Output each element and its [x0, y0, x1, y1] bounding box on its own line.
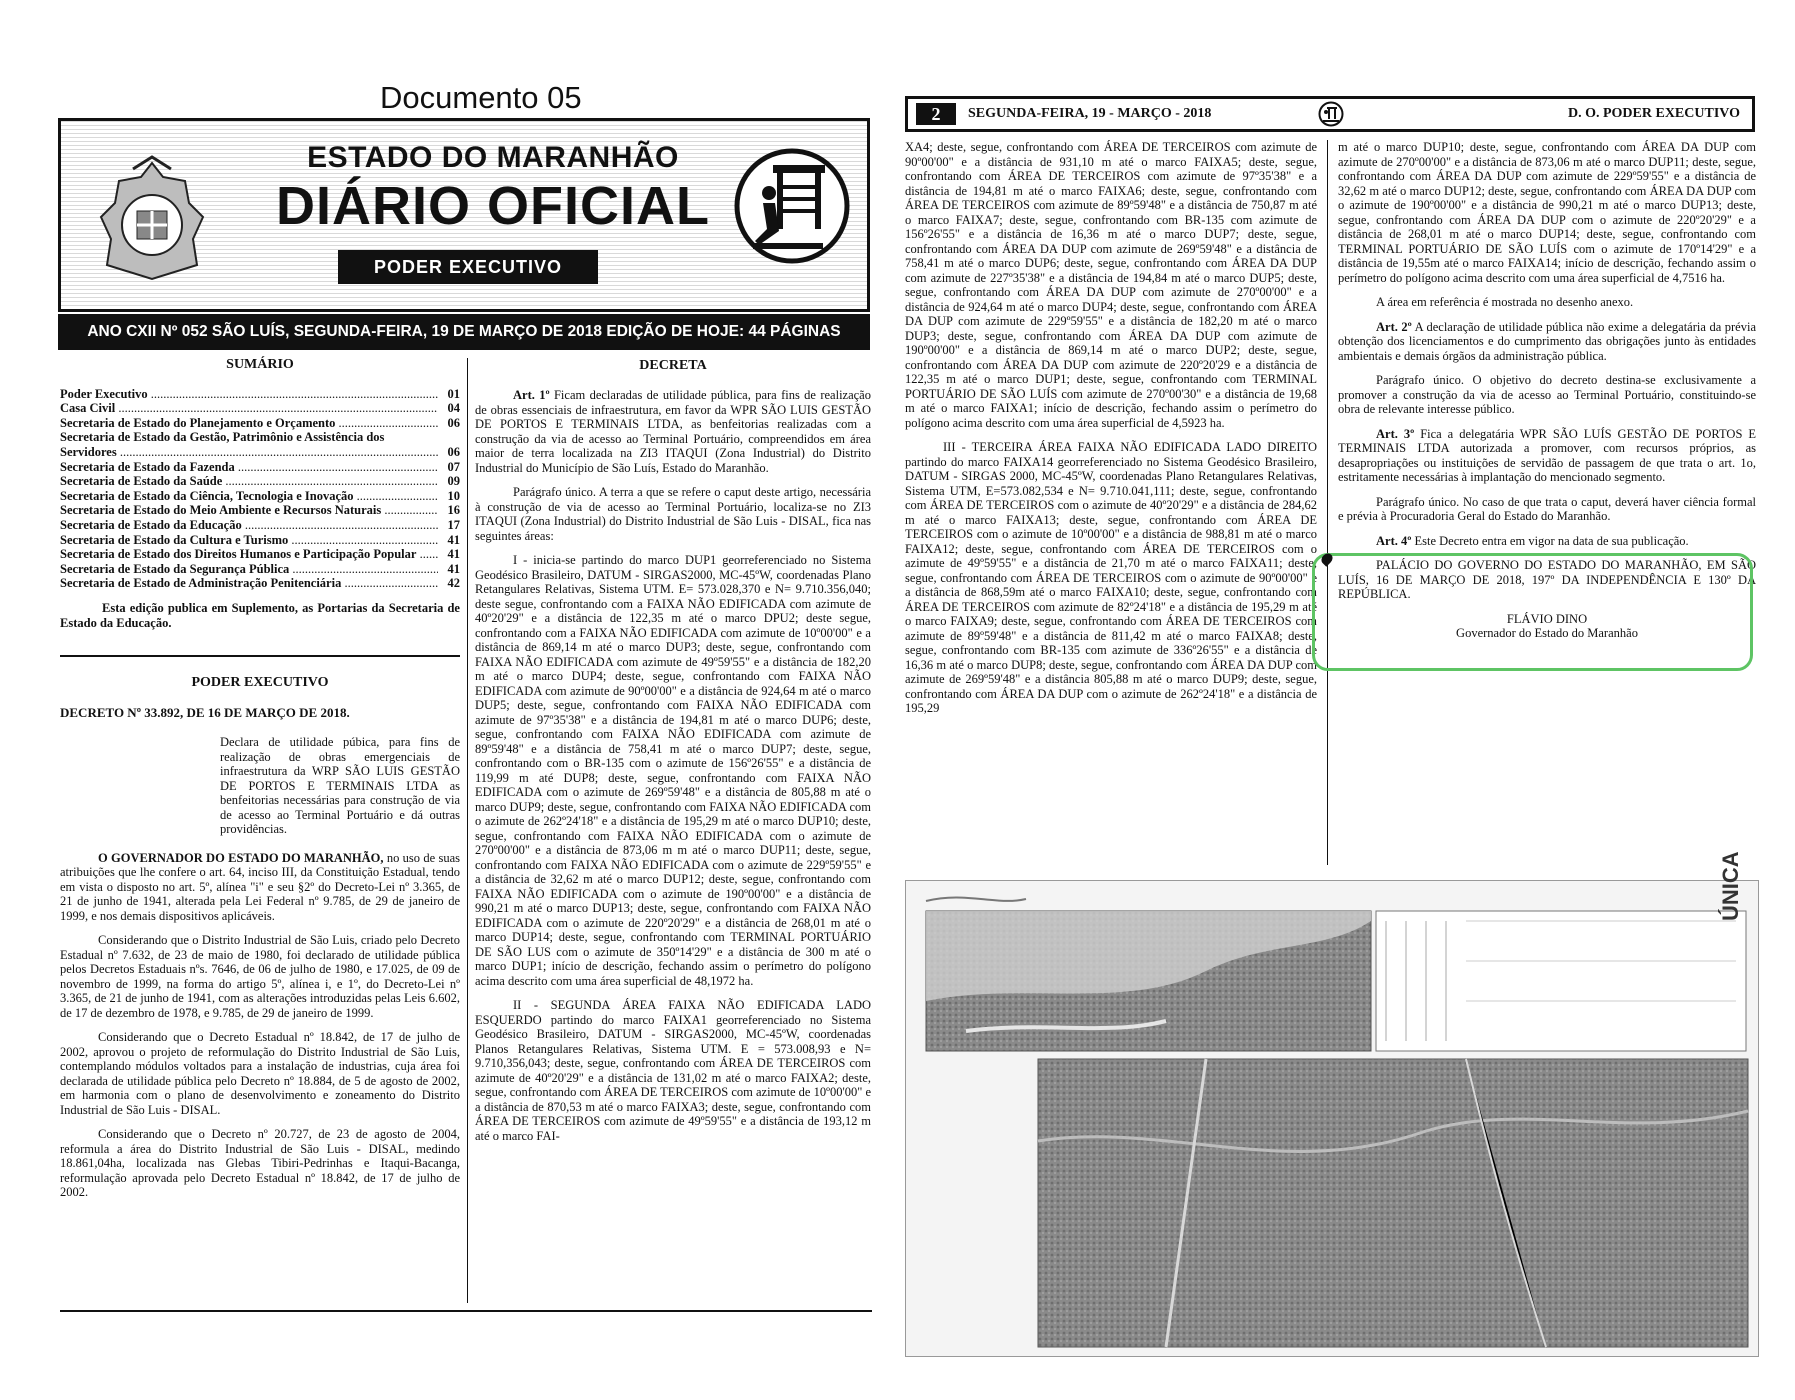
edition-bar: ANO CXII Nº 052 SÃO LUÍS, SEGUNDA-FEIRA, 19 DE MARÇO DE 2018 EDIÇÃO DE HOJE: 44 PÁGINAS [58, 314, 870, 350]
summary-row-page: 42 [447, 576, 460, 591]
decree-middle-column [475, 358, 871, 1153]
summary-row-page: 41 [447, 547, 460, 562]
area-iii: III - TERCEIRA ÁREA FAIXA NÃO EDIFICADA LADO DIREITO partindo do marco FAIXA14 georreferenciado no Sistema Geodésico Brasileiro, DATUM - SIRGAS 2000, MC-45ºW, coordenadas Plano Retangulares Relativas, Sistema UTM, E=573.082,534 e N= 9.710.041,111; deste, segue, confrontando com ÁREA DE TERCEIROS com o azimute de 40º20'29" e a distância de 284,62 m até o marco FAIXA13; deste, segue, confrontando com ÁREA DE TERCEIROS com o azimute de 10º00'00" e a distância de 988,81 m até o marco FAIXA12; deste, segue, confrontando com ÁREA DE TERCEIROS com o azimute de 49º59'55" e a distância de 21,70 m até o marco FAIXA11; deste, segue, confrontando com ÁREA DE TERCEIROS com o azimute de 90º00'00" e a distância de 868,59m até o marco FAIXA10; deste, segue, confrontando com ÁREA DE TERCEIROS com azimute de 82º24'18" e a distância de 195,29 m até o marco FAIXA9; deste, segue, confrontando com ÁREA DE TERCEIROS com azimute de 89º59'48" e a distância de 811,42 m até o marco FAIXA8; deste, segue, confrontando com BR-135 com azimute de 336º26'55" e a distância de 16,36 m até o marco DUP8; deste, segue, confrontando com ÁREA DA DUP com azimute de 269º59'48" e a distância 805,88 m até o marco DUP9; deste, segue, confrontando com ÁREA DA DUP com o azimute de 262º24'18" e a distância de 195,29 [905, 440, 1317, 715]
summary-row-page: 01 [447, 386, 460, 401]
summary-row [60, 576, 460, 591]
article-1-lead: Art. 1º [513, 388, 550, 402]
article-3-text: Fica a delegatária WPR SÃO LUÍS GESTÃO DE PORTOS E TERMINAIS LTDA autorizada a promover, com recursos próprios, as desapropriações ou instituições de servidão de passagem de que trata o art. 1o, estritamente necessárias à implantação do mencionado segmento. [1338, 426, 1756, 484]
article-1-text: Ficam declaradas de utilidade pública, para fins de realização de obras essenciais de infraestrutura, em favor da WPR SÃO LUIS GESTÃO DE PORTOS E TERMINAIS LTDA, as benfeitorias realizadas com a construção da via de acesso ao Terminal Portuário, compreendidos em área maior de terra localizada na ZI3 ITAQUI (Zona Industrial) do Distrito Industrial do Município de São Luís, Estado do Maranhão. [475, 388, 871, 475]
article-3 [1338, 427, 1756, 485]
summary-row-name: Secretaria de Estado da Educação ..... [60, 518, 438, 533]
article-2-text: A declaração de utilidade pública não exime a delegatária da prévia obtenção dos licenciamentos e do cumprimento das obrigações junto às entidades ambientais e demais órgãos da administração pública. [1338, 319, 1757, 363]
area-ii-continued: XA4; deste, segue, confrontando com ÁREA DE TERCEIROS com azimute de 90º00'00" e a distância de 931,10 m até o marco FAIXA5; deste, segue, confrontando com ÁREA DE TERCEIROS com azimute de 97º35'38" e a distância de 194,81 m até o marco FAIXA6; deste, segue, confrontando com ÁREA DE TERCEIROS com azimute de 89º59'48" e a distância de 750,87 m até o marco FAIXA7; deste, segue, confrontando com BR-135 com azimute de 156º26'55" e a distância de 16,36 m até o marco DUP7; deste, segue, confrontando com ÁREA DA DUP com azimute de 269º59'48" e a distância de 758,41 m até o marco DUP6; deste, segue, confrontando com ÁREA DA DUP com azimute de 227º35'38" e a distância de 194,84 m até o marco DUP5; deste, segue, confrontando com ÁREA DA DUP com azimute de 270º00'00" e a distância de 924,64 m até o marco DUP4; deste, segue, confrontando com ÁREA DA DUP com azimute de 229º59'55" e a distância de 182,20 m até o marco DUP3; deste, segue, confrontando com ÁREA DA DUP com azimute de 190º00'00" e a distância de 869,14 m até o marco DUP2; deste, segue, confrontando com ÁREA DA DUP com azimute de 220º20'29 e a distância de 122,35 m até o marco DUP1; deste, segue, confrontando com TERMINAL PORTUÁRIO DE SÃO LUÍS com azimute de 270º00'30" e a distância de 19,68 m até o marco FAIXA1; início de descrição, fechando assim o perímetro do polígono acima descrito com uma área superficial de 4,5923 ha. [905, 140, 1317, 430]
summary-box [60, 358, 460, 630]
decree-ementa: Declara de utilidade púbica, para fins de realização de obras emergenciais de infraestrutura da WRP SÃO LUIS GESTÃO DE PORTOS E TERMINAIS LTDA as benfeitorias necessárias para construção de via de acesso ao Terminal Portuário e dá outras providências. [220, 735, 460, 836]
article-4 [1338, 534, 1756, 549]
annex-reference: A área em referência é mostrada no desenho anexo. [1376, 295, 1634, 309]
small-seal-icon [1318, 101, 1344, 127]
summary-row-page: 06 [447, 444, 460, 459]
summary-row-page [438, 430, 460, 445]
summary-row [60, 474, 460, 489]
governor-lead: O GOVERNADOR DO ESTADO DO MARANHÃO, [98, 850, 384, 865]
summary-row-page: 04 [447, 401, 460, 416]
closing-statement: PALÁCIO DO GOVERNO DO ESTADO DO MARANHÃO, EM SÃO LUÍS, 16 DE MARÇO DE 2018, 197º DA INDEPENDÊNCIA E 130º DA REPÚBLICA. [1338, 558, 1756, 601]
governor-paragraph [60, 851, 460, 924]
summary-row-page: 16 [447, 503, 460, 518]
document-label: Documento 05 [380, 80, 582, 115]
article-1 [475, 388, 871, 475]
summary-row-name: Secretaria de Estado dos Direitos Humanos e Participação Popular ..... [60, 547, 438, 562]
decreta-title: DECRETA [639, 358, 707, 373]
aerial-map-image [906, 881, 1758, 1356]
considerando-1: Considerando que o Distrito Industrial de São Luis, criado pelo Decreto Estadual nº 7.632, de 23 de maio de 1980, foi declarado de utilidade pública pelos Decretos Estaduais nºs. 7646, de 06 de julho de 1980, e 17.025, de 09 de novembro de 1999, na forma do artigo 5º, alínea i, e 1º, do Decreto-Lei nº 3.365, de 21 de junho de 1941, com as alterações introduzidas pelas Leis 6.602, de 17 de dezembro de 1978, e 9.785, de 29 de janeiro de 1999. [60, 933, 460, 1020]
branch-label: PODER EXECUTIVO [338, 250, 598, 284]
map-stamp: ÚNICA [1718, 851, 1743, 921]
signer-name: FLÁVIO DINO [1506, 611, 1588, 626]
summary-row-name: Secretaria de Estado de Administração Penitenciária ..... [60, 576, 438, 591]
summary-row-page: 09 [447, 474, 460, 489]
signer-role: Governador do Estado do Maranhão [1456, 626, 1638, 640]
summary-row [60, 489, 460, 504]
summary-note: Esta edição publica em Suplemento, as Portarias da Secretaria de Estado da Educação. [60, 600, 460, 630]
area-i: I - inicia-se partindo do marco DUP1 georreferenciado no Sistema Geodésico Brasileiro, DATUM - SIRGAS2000, MC-45ºW, coordenadas Plano Retangulares Relativas, Sistema UTM. E= 573.028,370 e N= 9.710.356,040; deste segue, confrontando com a FAIXA NÃO EDIFICADA com azimute de 40º20'29" e a distância de 122,35 m até o marco DPU2; deste segue, confrontando com a FAIXA NÃO EDIFICADA com azimute de 10º00'00" e a distância de 869,14 m até o marco DUP3; deste, segue, confrontando com FAIXA NÃO EDIFICADA com azimute de 49º59'55" e a distância de 182,20 m até o marco DUP4; deste, segue, confrontando com FAIXA NÃO EDIFICADA com azimute de 90º00'00" e a distância de 924,64 m até o marco DUP5; deste, segue, confrontando com FAIXA NÃO EDIFICADA com azimute de 97º35'38" e a distância de 194,81 m até o marco DUP6; deste, segue, confrontando com FAIXA NÃO EDIFICADA com azimute de 89º59'48" e a distância de 758,41 m até o marco DUP7; deste, segue, confrontando com o BR-135 com o azimute de 156º26'55" e a distância de 119,99 m até DUP8; deste, segue, confrontando com FAIXA NÃO EDIFICADA com o azimute de 269º59'48" e a distância de 805,88 m até o marco DUP9; deste, segue, confrontando com FAIXA NÃO EDIFICADA com o azimute de 262º24'18" e a distância de 195,29 m até o marco DUP10; deste, segue, confrontando com FAIXA NÃO EDIFICADA com o azimute de 270º00'00" e a distância de 873,06 m m até o marco DUP11; deste, segue, confrontando com FAIXA NÃO EDIFICADA com o azimute de 229º59'55" e a distância de 32,62 m até o marco DUP12; deste, segue, confrontando com FAIXA NÃO EDIFICADA com o azimute de 190º00'00" e a distância de 990,21 m até o marco DUP13; deste, segue, confrontando com FAIXA NÃO EDIFICADA com o azimute de 220º20'29" e a distância de 268,01 m até o marco DUP14; deste, segue, confrontando com TERMINAL PORTUÁRIO DE SÃO LUS com o azimute de 350º14'29" e a distância de 300 m até o marco DUP1; início de descrição, fechando assim o perímetro do polígono acima descrito com uma área superficial de 48,1972 ha. [475, 553, 871, 988]
article-2-lead: Art. 2º [1376, 319, 1412, 334]
summary-row [60, 387, 460, 402]
area-iii-continued: m até o marco DUP10; deste, segue, confrontando com ÁREA DA DUP com azimute de 270º00'00" e a distância de 873,06 m até o marco DUP11; deste, segue, confrontando com ÁREA DA DUP com azimute de 229º59'55" e a distância de 32,62 m até o marco DUP12; deste, segue, confrontando com ÁREA DA DUP com o azimute de 190º00'00" e a distância de 990,21 m até o marco DUP13; deste, segue, confrontando com ÁREA DA DUP com o azimute de 220º20'29" e a distância de 268,01 m até o marco DUP14; deste, segue, confrontando com TERMINAL PORTUÁRIO DE SÃO LUÍS com o azimute de 170º14'29" e a distância de 19,55m até o marco FAIXA14; início de descrição, fechando assim o perímetro do polígono acima descrito com uma área superficial de 4,7516 ha. [1338, 140, 1756, 285]
paragraph-unico-2: Parágrafo único. O objetivo do decreto destina-se exclusivamente a promover a construção da via de acesso ao Terminal Portuário, constituindo-se obra de relevante interesse público. [1338, 373, 1756, 416]
summary-row-name: Servidores ..... [60, 445, 438, 460]
summary-row [60, 562, 460, 577]
summary-row [60, 533, 460, 548]
state-name: ESTADO DO MARANHÃO [307, 141, 679, 174]
summary-row [60, 518, 460, 533]
paragraph-unico-3: Parágrafo único. No caso de que trata o caput, deverá haver ciência formal e prévia à Procuradoria Geral do Estado do Maranhão. [1338, 494, 1756, 523]
summary-row [60, 547, 460, 562]
summary-title: SUMÁRIO [226, 357, 294, 372]
summary-row-name: Casa Civil ..... [60, 401, 438, 416]
state-crest-icon [93, 155, 211, 285]
article-3-lead: Art. 3º [1376, 426, 1415, 441]
article-2 [1338, 320, 1756, 364]
page-number: 2 [916, 103, 956, 125]
summary-row-name: Poder Executivo ..... [60, 387, 438, 402]
summary-row-name: Secretaria de Estado da Fazenda ..... [60, 460, 438, 475]
article-4-lead: Art. 4º [1376, 533, 1412, 548]
summary-row-page: 41 [447, 532, 460, 547]
considerando-3: Considerando que o Decreto nº 20.727, de 23 de agosto de 2004, reformula a área do Distrito Industrial de São Luis - DISAL, medindo 18.861,04ha, localizada nas Glebas Tibiri-Pedrinhas e Itaqui-Bacanga, reformulação aprovada pelo Decreto Estadual nº 18.842, de 17 de julho de 2002. [60, 1127, 460, 1199]
column-rule-left [467, 358, 468, 1303]
summary-row-name: Secretaria de Estado da Ciência, Tecnologia e Inovação ..... [60, 489, 438, 504]
gazette-title: DIÁRIO OFICIAL [276, 176, 710, 236]
decree-left-column [60, 675, 460, 1210]
paragraph-unico-1: Parágrafo único. A terra a que se refere o caput deste artigo, necessária à construção de via de acesso ao Terminal Portuário, localiza-se no ZI3 ITAQUI (Zona Industrial) do Distrito Industrial de São Luis - DISAL, fica nas seguintes áreas: [475, 485, 871, 543]
summary-row [60, 445, 460, 460]
summary-row [60, 416, 460, 431]
summary-row-page: 10 [447, 488, 460, 503]
annex-map [905, 851, 1759, 1357]
masthead [58, 118, 870, 312]
summary-row [60, 503, 460, 518]
summary-row-name: Secretaria de Estado da Gestão, Patrimônio e Assistência dos [60, 430, 385, 445]
page-bottom-rule [60, 1310, 872, 1312]
summary-row-name: Secretaria de Estado da Saúde ..... [60, 474, 438, 489]
summary-row [60, 430, 460, 445]
summary-row-page: 07 [447, 459, 460, 474]
summary-row-page: 06 [447, 415, 460, 430]
summary-row-name: Secretaria de Estado da Cultura e Turismo ..... [60, 533, 438, 548]
summary-row-name: Secretaria de Estado da Segurança Pública ..... [60, 562, 438, 577]
section-heading: PODER EXECUTIVO [191, 675, 329, 690]
summary-divider [60, 655, 460, 657]
column-rule-right [1327, 140, 1328, 865]
summary-row-name: Secretaria de Estado do Planejamento e Orçamento ..... [60, 416, 438, 431]
governor-text: no uso de suas atribuições que lhe confere o art. 64, inciso III, da Constituição Estadual, tendo em vista o disposto no art. 5º, alínea "i" e seu §2º do Decreto-Lei nº 3.365, de 21 de junho de 1941, alterada pela Lei Federal nº 9.785, de 29 de janeiro de 1999, e nos demais dispositivos aplicáveis. [60, 850, 460, 923]
article-4-text: Este Decreto entra em vigor na data de sua publicação. [1411, 533, 1689, 548]
summary-row-page: 17 [447, 517, 460, 532]
summary-row [60, 401, 460, 416]
loom-seal-icon [733, 147, 851, 265]
summary-row-name: Secretaria de Estado do Meio Ambiente e Recursos Naturais ..... [60, 503, 438, 518]
page-header [905, 96, 1755, 132]
area-ii: II - SEGUNDA ÁREA FAIXA NÃO EDIFICADA LADO ESQUERDO partindo do marco FAIXA1 georreferenciado no Sistema Geodésico Brasileiro, DATUM - SIRGAS2000, MC-45ºW, coordenadas Planos Retangulares Relativas, Sistema UTM. E = 573.008,93 e N= 9.710,356,043; deste, segue, confrontando com ÁREA DE TERCEIROS com azimute de 40º20'29" e a distância de 131,02 m até o marco FAIXA2; deste, segue, confrontando com ÁREA DE TERCEIROS com azimute de 10º00'00" e a distância de 870,53 m até o marco FAIXA3; deste, segue, confrontando com ÁREA DE TERCEIROS com azimute de 49º59'55" e a distância de 193,12 m até o marco FAI- [475, 998, 871, 1143]
considerando-2: Considerando que o Decreto Estadual nº 18.842, de 17 de julho de 2002, aprovou o projeto de reformulação do Distrito Industrial de São Luis, contemplando módulos voltados para a instalação de industrias, cuja área foi declarada de utilidade pública pelo Decreto nº 18.884, de 5 de agosto de 2002, em harmonia com o plano de desenvolvimento e zoneamento do Distrito Industrial de São Luis - DISAL. [60, 1030, 460, 1117]
summary-row [60, 460, 460, 475]
article-3-highlight [1312, 553, 1753, 671]
decree-title: DECRETO Nº 33.892, DE 16 DE MARÇO DE 2018. [60, 705, 350, 720]
page-date: SEGUNDA-FEIRA, 19 - MARÇO - 2018 [968, 106, 1212, 121]
summary-row-page: 41 [447, 561, 460, 576]
page-branch: D. O. PODER EXECUTIVO [1567, 106, 1740, 121]
right-column-1 [905, 140, 1317, 726]
